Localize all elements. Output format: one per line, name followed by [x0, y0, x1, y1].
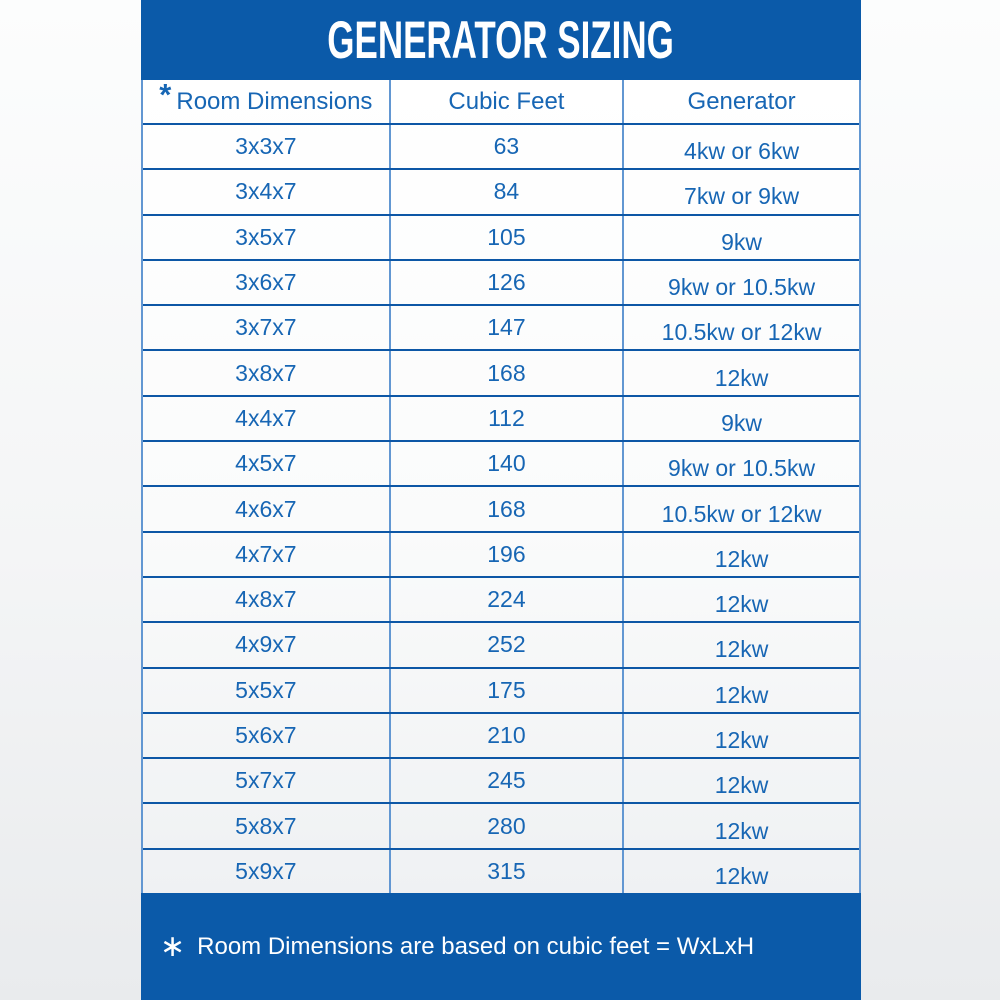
- generator-cell-value: 4kw or 6kw: [684, 138, 800, 165]
- cubic-feet-cell: [391, 714, 624, 757]
- room-dimensions-cell: [143, 714, 391, 757]
- room-dimensions-cell: [143, 442, 391, 485]
- generator-cell-value: 12kw: [714, 727, 769, 753]
- generator-cell: [624, 578, 859, 621]
- cubic-feet-cell-value: 140: [487, 450, 526, 477]
- room-dimensions-cell: [143, 487, 391, 530]
- title-banner: [141, 0, 861, 80]
- cubic-feet-cell: [391, 306, 624, 349]
- cubic-feet-cell: [391, 487, 624, 530]
- room-dimensions-cell: [143, 759, 391, 802]
- table-row: [143, 757, 859, 802]
- room-dimensions-cell-value: 3x4x7: [235, 178, 297, 205]
- cubic-feet-cell-value: 168: [487, 495, 526, 522]
- generator-cell: [624, 442, 859, 485]
- generator-cell: [624, 759, 859, 802]
- cubic-feet-cell: [391, 442, 624, 485]
- table-row: [143, 168, 859, 213]
- room-dimensions-cell-value: 3x8x7: [235, 359, 297, 386]
- room-dimensions-cell: [143, 397, 391, 440]
- cubic-feet-cell: [391, 669, 624, 712]
- generator-cell: [624, 397, 859, 440]
- generator-cell-value: 9kw: [721, 409, 763, 436]
- table-row: [143, 667, 859, 712]
- table-row: [143, 621, 859, 666]
- room-dimensions-cell: [143, 351, 391, 394]
- column-header-label: Generator: [687, 87, 796, 115]
- cubic-feet-cell-value: 147: [487, 314, 526, 341]
- generator-cell: [624, 487, 859, 530]
- room-dimensions-cell-value: 5x5x7: [235, 676, 297, 703]
- footnote-bar: [141, 893, 861, 1000]
- cubic-feet-cell-value: 210: [487, 722, 526, 748]
- cubic-feet-cell-value: 168: [487, 359, 526, 386]
- room-dimensions-cell-value: 4x5x7: [235, 450, 297, 477]
- table-row: [143, 485, 859, 530]
- room-dimensions-cell-value: 3x5x7: [235, 223, 297, 250]
- generator-cell-value: 9kw or 10.5kw: [668, 274, 816, 301]
- cubic-feet-cell-value: 245: [487, 767, 526, 794]
- generator-cell: [624, 351, 859, 394]
- generator-cell-value: 12kw: [714, 772, 769, 799]
- cubic-feet-cell: [391, 533, 624, 576]
- table-row: [143, 395, 859, 440]
- table-row: [143, 214, 859, 259]
- table-row: [143, 848, 859, 893]
- generator-cell-value: 12kw: [714, 364, 769, 391]
- column-header-label: Room Dimensions: [176, 87, 373, 115]
- room-dimensions-cell: [143, 261, 391, 304]
- asterisk-icon: ∗: [160, 929, 186, 963]
- generator-cell: [624, 306, 859, 349]
- room-dimensions-cell-value: 4x8x7: [235, 586, 297, 613]
- cubic-feet-cell: [391, 759, 624, 802]
- table-row: [143, 304, 859, 349]
- room-dimensions-cell-value: 4x7x7: [235, 540, 297, 567]
- generator-cell-value: 12kw: [714, 545, 769, 572]
- generator-cell: [624, 714, 859, 757]
- generator-sizing-panel: [141, 0, 861, 1000]
- cubic-feet-cell: [391, 351, 624, 394]
- room-dimensions-cell-value: 3x7x7: [235, 314, 297, 341]
- column-header-room-dimensions: [143, 76, 391, 123]
- footnote-text: Room Dimensions are based on cubic feet = WxLxH: [197, 932, 755, 960]
- cubic-feet-cell: [391, 804, 624, 847]
- column-header-label: Cubic Feet: [448, 87, 565, 115]
- column-header-generator: [624, 80, 859, 123]
- generator-cell-value: 12kw: [714, 636, 769, 663]
- table-row: [143, 802, 859, 847]
- cubic-feet-cell-value: 280: [487, 812, 526, 839]
- room-dimensions-cell-value: 5x8x7: [235, 812, 297, 839]
- room-dimensions-cell-value: 4x4x7: [235, 404, 297, 431]
- generator-cell: [624, 125, 859, 168]
- generator-cell-value: 9kw: [721, 228, 763, 255]
- generator-cell: [624, 261, 859, 304]
- cubic-feet-cell: [391, 397, 624, 440]
- cubic-feet-cell-value: 112: [488, 404, 525, 431]
- room-dimensions-cell-value: 5x6x7: [235, 722, 297, 748]
- page-title: GENERATOR SIZING: [327, 10, 675, 70]
- generator-cell: [624, 533, 859, 576]
- generator-cell-value: 12kw: [714, 862, 769, 889]
- cubic-feet-cell-value: 196: [487, 540, 526, 567]
- room-dimensions-cell-value: 5x7x7: [235, 767, 297, 794]
- table-row: [143, 259, 859, 304]
- room-dimensions-cell: [143, 125, 391, 168]
- generator-cell-value: 12kw: [714, 591, 769, 618]
- cubic-feet-cell-value: 175: [487, 676, 526, 703]
- room-dimensions-cell-value: 5x9x7: [235, 857, 297, 884]
- room-dimensions-cell: [143, 216, 391, 259]
- cubic-feet-cell: [391, 125, 624, 168]
- table-row: [143, 349, 859, 394]
- generator-cell: [624, 623, 859, 666]
- generator-cell-value: 10.5kw or 12kw: [661, 500, 822, 527]
- cubic-feet-cell-value: 105: [487, 223, 526, 250]
- cubic-feet-cell: [391, 261, 624, 304]
- room-dimensions-cell: [143, 669, 391, 712]
- room-dimensions-cell: [143, 170, 391, 213]
- room-dimensions-cell: [143, 306, 391, 349]
- room-dimensions-cell: [143, 533, 391, 576]
- generator-cell: [624, 850, 859, 893]
- cubic-feet-cell-value: 84: [493, 178, 520, 205]
- table-row: [143, 440, 859, 485]
- table-body: [143, 123, 859, 893]
- cubic-feet-cell-value: 63: [493, 133, 520, 160]
- column-header-cubic-feet: [391, 80, 624, 123]
- generator-cell: [624, 804, 859, 847]
- room-dimensions-cell-value: 4x9x7: [235, 631, 297, 658]
- asterisk-icon: *: [159, 76, 172, 112]
- room-dimensions-cell: [143, 850, 391, 893]
- generator-cell-value: 9kw or 10.5kw: [668, 455, 816, 482]
- table-row: [143, 712, 859, 757]
- generator-cell-value: 12kw: [714, 817, 769, 844]
- room-dimensions-cell-value: 4x6x7: [235, 495, 297, 522]
- room-dimensions-cell-value: 3x6x7: [235, 269, 297, 296]
- cubic-feet-cell-value: 252: [487, 631, 526, 658]
- generator-cell-value: 7kw or 9kw: [684, 183, 800, 210]
- generator-cell-value: 10.5kw or 12kw: [661, 319, 822, 346]
- cubic-feet-cell: [391, 850, 624, 893]
- cubic-feet-cell: [391, 170, 624, 213]
- cubic-feet-cell-value: 126: [487, 269, 526, 296]
- room-dimensions-cell: [143, 578, 391, 621]
- table-row: [143, 576, 859, 621]
- cubic-feet-cell-value: 224: [487, 586, 526, 613]
- cubic-feet-cell: [391, 578, 624, 621]
- sizing-table: [141, 76, 861, 893]
- table-row: [143, 123, 859, 168]
- room-dimensions-cell: [143, 623, 391, 666]
- generator-cell: [624, 669, 859, 712]
- cubic-feet-cell: [391, 216, 624, 259]
- room-dimensions-cell-value: 3x3x7: [235, 133, 297, 160]
- room-dimensions-cell: [143, 804, 391, 847]
- generator-cell-value: 12kw: [714, 681, 769, 708]
- generator-cell: [624, 170, 859, 213]
- cubic-feet-cell: [391, 623, 624, 666]
- cubic-feet-cell-value: 315: [487, 857, 526, 884]
- table-row: [143, 531, 859, 576]
- table-header-row: [143, 76, 859, 123]
- generator-cell: [624, 216, 859, 259]
